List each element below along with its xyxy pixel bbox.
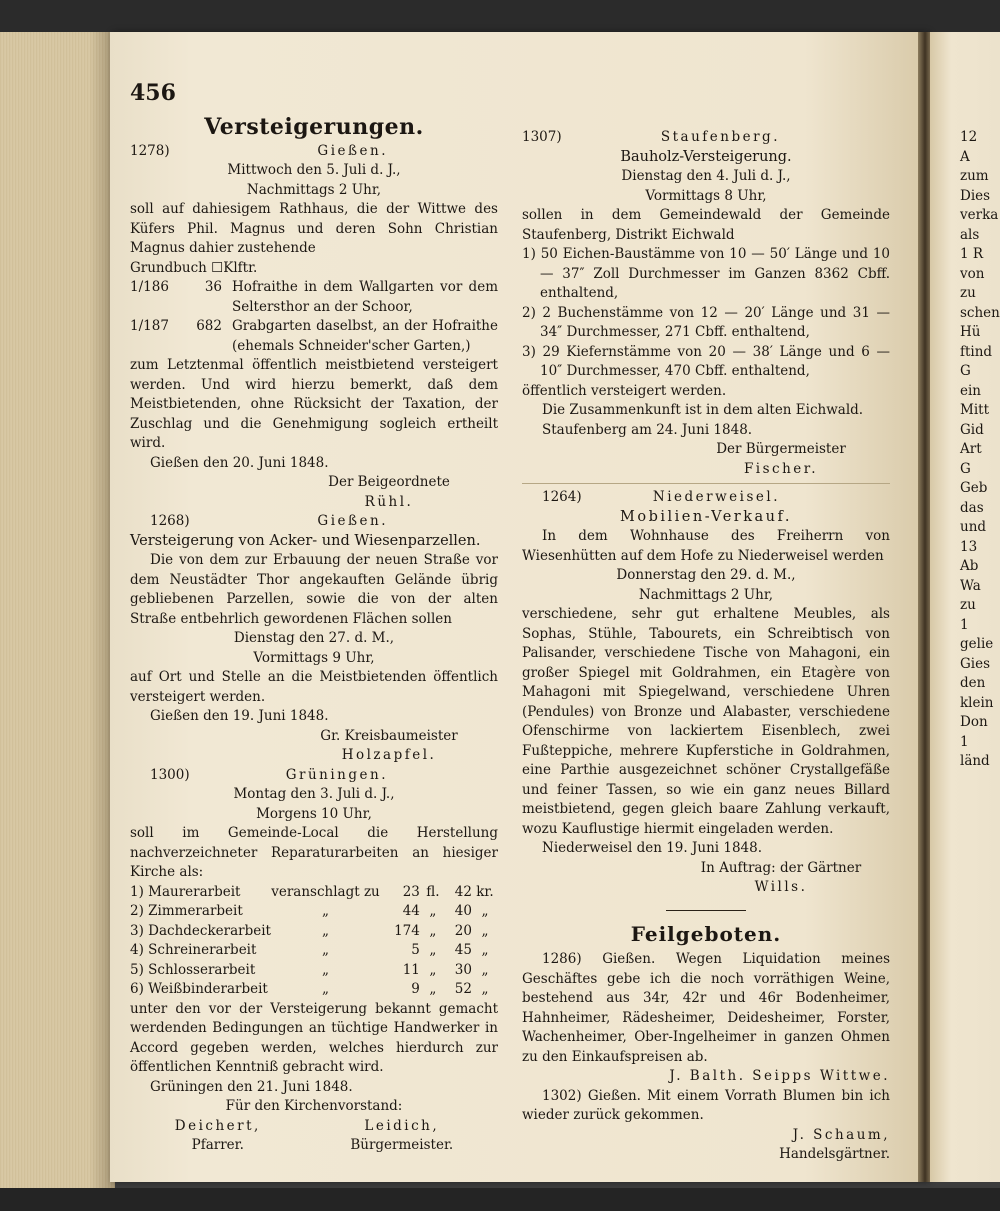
notice-number: 1278) — [130, 142, 170, 159]
works-table — [130, 883, 498, 1000]
notice-number: 1300) — [150, 766, 190, 783]
table-cell-kr: 42 — [454, 883, 472, 900]
notice-1300 — [130, 766, 498, 1156]
notice-body: Die von dem zur Erbauung der neuen Straße vor dem Neustädter Thor angekauften Gelände übrig gebliebenen Parzellen, sowie die von der alten Straße entbehrlich gewordenen Flächen sollen — [130, 552, 498, 627]
notice-number: 1264) — [542, 489, 582, 505]
notice-body-2: auf Ort und Stelle an die Meistbietenden öffentlich versteigert werden. — [130, 669, 498, 705]
table-row — [130, 883, 498, 903]
facing-page-line: Gid — [960, 421, 984, 438]
list-item: 1) 50 Eichen-Baustämme von 10 — 50′ Länge und 10 — 37″ Zoll Durchmesser im Ganzen 8362 Cbff. enthaltend, — [522, 246, 890, 301]
facing-page-line: gelie — [960, 636, 994, 652]
list-item: 1/186 36 Hofraithe in dem Wallgarten vor dem Seltersthor an der Schoor, — [130, 279, 498, 315]
signature-name: J. Schaum, — [792, 1126, 890, 1143]
section-feilgeboten — [522, 921, 890, 1165]
notice-body: soll auf dahiesigem Rathhaus, die der Wittwe des Küfers Phil. Magnus und deren Sohn Christian Magnus dahier zustehende — [130, 201, 498, 256]
notice-place-date: Grüningen den 21. Juni 1848. — [150, 1078, 353, 1095]
right-column — [522, 128, 890, 1165]
notice-body-3: Die Zusammenkunft ist in dem alten Eichwald. — [542, 402, 864, 418]
notice-number: 1268) — [150, 513, 190, 529]
signature-title: Gr. Kreisbaumeister — [320, 727, 458, 744]
facing-page-line: verka — [960, 207, 999, 223]
book-page-edges — [0, 32, 115, 1188]
table-cell-note: „ — [321, 903, 329, 919]
notice-1268 — [130, 512, 498, 766]
notice-title: Versteigerung von Acker- und Wiesenparzellen. — [130, 532, 481, 549]
notice-1264 — [522, 488, 890, 898]
notice-1278 — [130, 142, 498, 513]
signature-name: Fischer. — [743, 460, 819, 477]
table-cell-unit-kr: „ — [481, 903, 489, 919]
table-cell-unit-fl: „ — [429, 942, 437, 958]
table-cell-unit-fl: fl. — [426, 883, 440, 900]
scan-bottom-border — [0, 1188, 1000, 1211]
signature-title: Pfarrer. — [191, 1137, 244, 1153]
table-cell-unit-fl: „ — [429, 961, 437, 978]
signature-title: Der Beigeordnete — [328, 474, 450, 490]
table-cell-unit-kr: „ — [481, 942, 489, 958]
facing-page-line: zu — [960, 285, 976, 301]
table-row — [130, 922, 498, 942]
facing-page-line: Gies — [960, 655, 991, 672]
signature-name: Deichert, — [174, 1117, 261, 1134]
notice-place: Gießen. — [317, 513, 388, 529]
table-cell-label: 4) Schreinerarbeit — [130, 942, 257, 958]
notice-title: Bauholz-Versteigerung. — [620, 148, 792, 165]
notice-place-date: Gießen den 20. Juni 1848. — [150, 454, 329, 471]
section-heading-versteigerungen: Versteigerungen. — [204, 114, 424, 140]
notice-body: In dem Wohnhause des Freiherrn von Wiesenhütten auf dem Hofe zu Niederweisel werden — [522, 528, 890, 564]
facing-page-line: und — [960, 519, 987, 535]
table-cell-fl: 23 — [402, 883, 420, 900]
facing-page-line: klein — [960, 694, 994, 711]
facing-page-line: Geb — [960, 480, 988, 496]
list-item: 2) 2 Buchenstämme von 12 — 20′ Länge und 31 — 34″ Durchmesser, 271 Cbff. enthaltend, — [522, 304, 890, 340]
signature-for: Für den Kirchenvorstand: — [225, 1098, 403, 1114]
notice-place-date: Staufenberg am 24. Juni 1848. — [542, 421, 753, 438]
facing-page-line: 1 — [960, 616, 969, 633]
facing-page-line: länd — [960, 753, 990, 769]
facing-page-line: G — [960, 363, 971, 379]
table-cell-label: 1) Maurerarbeit — [130, 883, 241, 900]
notice-date: Dienstag den 27. d. M., — [233, 630, 395, 646]
notice-body-2: zum Letztenmal öffentlich meistbietend versteigert werden. Und wird hierzu bemerkt, daß dem Meistbietenden, ohne Rücksicht der Taxation, der Zuschlag und die Genehmigung sogleich ertheilt wird. — [130, 357, 498, 451]
signature-name: Holzapfel. — [341, 747, 437, 763]
table-header: Grundbuch ☐Klftr. — [130, 259, 258, 276]
notice-title: Mobilien-Verkauf. — [620, 508, 792, 525]
facing-page-line: 13 — [960, 538, 978, 555]
facing-page-line: das — [960, 499, 984, 516]
facing-page-line: A — [960, 148, 970, 165]
facing-page-line: von — [960, 265, 985, 282]
facing-page-line: Don — [960, 714, 988, 730]
table-cell-note: „ — [321, 981, 329, 997]
table-row — [130, 980, 498, 1000]
left-column — [130, 114, 498, 1156]
table-cell-label: 3) Dachdeckerarbeit — [130, 922, 271, 939]
notice-body-2: öffentlich versteigert werden. — [522, 382, 727, 399]
signature-name: Rühl. — [364, 493, 414, 510]
table-row — [130, 902, 498, 922]
table-cell-kr: 40 — [454, 903, 472, 919]
notice-date: Mittwoch den 5. Juli d. J., — [227, 162, 401, 178]
notice-place: Niederweisel. — [652, 489, 780, 505]
notice-time: Nachmittags 2 Uhr, — [638, 586, 774, 603]
facing-page-line: Mitt — [960, 402, 989, 418]
facing-page-line: Ab — [960, 558, 979, 574]
divider — [666, 910, 746, 911]
notice-time: Vormittags 8 Uhr, — [645, 187, 767, 204]
list-item: 1/187 682 Grabgarten daselbst, an der Hofraithe (ehemals Schneider'scher Garten,) — [130, 318, 498, 354]
table-cell-unit-fl: „ — [429, 981, 437, 997]
notice-date: Dienstag den 4. Juli d. J., — [621, 168, 791, 184]
divider — [522, 483, 890, 484]
table-cell-unit-fl: „ — [429, 903, 437, 919]
table-cell-label: 6) Weißbinderarbeit — [130, 981, 268, 997]
notice-time: Nachmittags 2 Uhr, — [246, 181, 382, 198]
table-cell-kr: 52 — [454, 981, 472, 997]
signature-title: In Auftrag: der Gärtner — [700, 859, 862, 876]
table-cell-fl: 9 — [411, 981, 420, 997]
notice-place: Staufenberg. — [660, 129, 780, 145]
section-heading-feilgeboten: Feilgeboten. — [630, 921, 782, 946]
facing-page-text — [960, 128, 1000, 772]
notice-body-2: unter den vor der Versteigerung bekannt gemacht werdenden Bedingungen an tüchtige Handwerker in Accord gegeben werden, welches hierdurch zur öffentlichen Kenntniß gebracht wird. — [130, 1000, 498, 1075]
table-cell-unit-kr: „ — [481, 981, 489, 997]
signature-title: Der Bürgermeister — [716, 441, 846, 457]
table-cell-fl: 174 — [394, 922, 420, 939]
notice-1307 — [522, 128, 890, 479]
notice-1286: 1286) Gießen. Wegen Liquidation meines Geschäftes gebe ich die noch vorräthigen Weine, bestehend aus 34r, 42r und 46r Bodenheimer, Hahnheimer, Rädesheimer, Deidesheimer, Forster, Wachenheimer, Ober-Ingelheimer in ganzen Ohmen zu den Einkaufspreisen ab. — [522, 951, 890, 1065]
table-row — [130, 961, 498, 981]
table-cell-unit-fl: „ — [429, 922, 437, 939]
book-page-right — [930, 32, 1000, 1182]
table-cell-note: veranschlagt zu — [271, 883, 380, 900]
notice-body: sollen in dem Gemeindewald der Gemeinde Staufenberg, Distrikt Eichwald — [522, 207, 890, 243]
table-cell-note: „ — [321, 961, 329, 978]
table-cell-fl: 11 — [402, 961, 420, 978]
notice-1302: 1302) Gießen. Mit einem Vorrath Blumen bin ich wieder zurück gekommen. — [522, 1087, 890, 1123]
table-cell-kr: 45 — [454, 942, 472, 958]
facing-page-line: als — [960, 226, 980, 243]
facing-page-line: 1 R — [960, 246, 984, 262]
facing-page-line: 12 — [960, 129, 978, 145]
table-cell-fl: 5 — [411, 942, 420, 958]
facing-page-line: ftind — [960, 343, 993, 360]
table-cell-label: 5) Schlosserarbeit — [130, 961, 256, 978]
signature-title: Bürgermeister. — [350, 1137, 454, 1153]
table-cell-unit-kr: „ — [481, 961, 489, 978]
notice-time: Morgens 10 Uhr, — [256, 805, 372, 822]
table-cell-unit-kr: kr. — [476, 883, 494, 900]
list-item: 3) 29 Kiefernstämme von 20 — 38′ Länge und 6 — 10″ Durchmesser, 470 Cbff. enthaltend, — [522, 343, 890, 379]
notice-date: Montag den 3. Juli d. J., — [233, 786, 395, 802]
scan-top-border — [0, 0, 1000, 32]
notice-place: Gießen. — [317, 142, 388, 159]
notice-body: soll im Gemeinde-Local die Herstellung nachverzeichneter Reparaturarbeiten an hiesiger Kirche als: — [130, 825, 498, 880]
table-cell-kr: 30 — [454, 961, 472, 978]
facing-page-line: den — [960, 675, 986, 691]
table-cell-label: 2) Zimmerarbeit — [130, 903, 243, 919]
signature-name: J. Balth. Seipps Wittwe. — [669, 1068, 890, 1084]
facing-page-line: Art — [960, 441, 982, 457]
table-row — [130, 941, 498, 961]
notice-place-date: Gießen den 19. Juni 1848. — [150, 708, 329, 724]
table-cell-kr: 20 — [454, 922, 472, 939]
signature-name: Leidich, — [364, 1117, 440, 1134]
facing-page-line: G — [960, 460, 971, 477]
signatures — [130, 1117, 498, 1156]
signature-name: Wills. — [754, 879, 808, 895]
table-cell-note: „ — [321, 922, 329, 939]
table-cell-fl: 44 — [402, 903, 420, 919]
facing-page-line: 1 — [960, 733, 969, 750]
notice-body-2: verschiedene, sehr gut erhaltene Meubles, als Sophas, Stühle, Tabourets, ein Schreibtisch von Palisander, verschiedene Tische von Mahagoni, ein großer Spiegel mit Goldrahmen, ein Etagère von Mahagoni mit Spiegelwand, verschiedene Uhren (Pendules) von Bronze und Alabaster, verschiedene Ofenschirme von lackiertem Eisenblech, zwei Fußteppiche, mehrere Kupferstiche in Goldrahmen, eine Parthie ausgezeichnet schöner Crystallgefäße und feiner Tassen, so wie ein ganz neues Billard meistbietend, gegen gleich baare Zahlung verkauft, wozu Kauflustige hiermit eingeladen werden. — [522, 606, 890, 837]
facing-page-line: Dies — [960, 187, 991, 204]
facing-page-line: schen — [960, 304, 1000, 321]
table-cell-unit-kr: „ — [481, 922, 489, 939]
facing-page-line: zum — [960, 168, 989, 184]
notice-place-date: Niederweisel den 19. Juni 1848. — [542, 840, 763, 856]
facing-page-line: Hü — [960, 324, 981, 340]
notice-number: 1307) — [522, 129, 562, 145]
notice-time: Vormittags 9 Uhr, — [253, 649, 375, 666]
page-number: 456 — [130, 80, 176, 106]
notice-place: Grüningen. — [285, 766, 388, 783]
facing-page-line: Wa — [960, 577, 981, 594]
facing-page-line: zu — [960, 597, 976, 613]
facing-page-line: ein — [960, 382, 982, 399]
table-cell-note: „ — [321, 942, 329, 958]
notice-date: Donnerstag den 29. d. M., — [616, 567, 796, 583]
signature-title: Handelsgärtner. — [779, 1146, 890, 1162]
